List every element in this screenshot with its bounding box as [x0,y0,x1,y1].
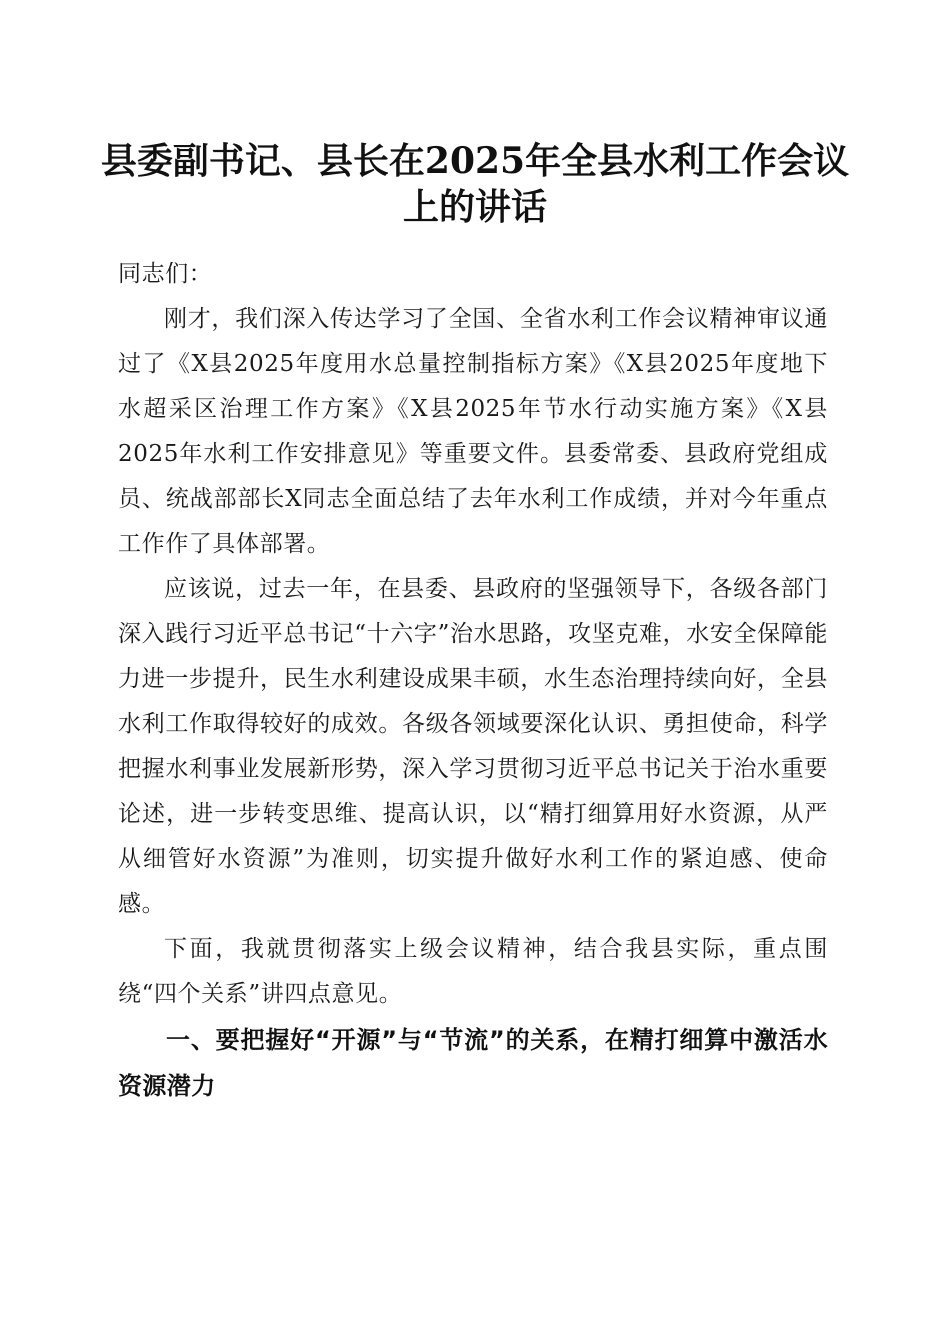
paragraph-1: 刚才，我们深入传达学习了全国、全省水利工作会议精神审议通过了《X县2025年度用水总量控制指标方案》《X县2025年度地下水超采区治理工作方案》《X县2025年节水行动实施方案》《X县2025年水利工作安排意见》等重要文件。县委常委、县政府党组成员、统战部部长X同志全面总结了去年水利工作成绩，并对今年重点工作作了具体部署。 [118,306,828,557]
section-heading: 一、要把握好“开源”与“节流”的关系，在精打细算中激活水资源潜力 [118,1026,828,1100]
document-body [118,252,828,1109]
salutation: 同志们： [118,261,213,287]
paragraph-3: 下面，我就贯彻落实上级会议精神，结合我县实际，重点围绕“四个关系”讲四点意见。 [118,936,828,1007]
paragraph-2: 应该说，过去一年，在县委、县政府的坚强领导下，各级各部门深入践行习近平总书记“十六字”治水思路，攻坚克难，水安全保障能力进一步提升，民生水利建设成果丰硕，水生态治理持续向好，全县水利工作取得较好的成效。各级各领域要深化认识、勇担使命，科学把握水利事业发展新形势，深入学习贯彻习近平总书记关于治水重要论述，进一步转变思维、提高认识，以“精打细算用好水资源，从严从细管好水资源”为准则，切实提升做好水利工作的紧迫感、使命感。 [118,576,828,917]
document-title: 县委副书记、县长在2025年全县水利工作会议上的讲话 [100,140,850,228]
